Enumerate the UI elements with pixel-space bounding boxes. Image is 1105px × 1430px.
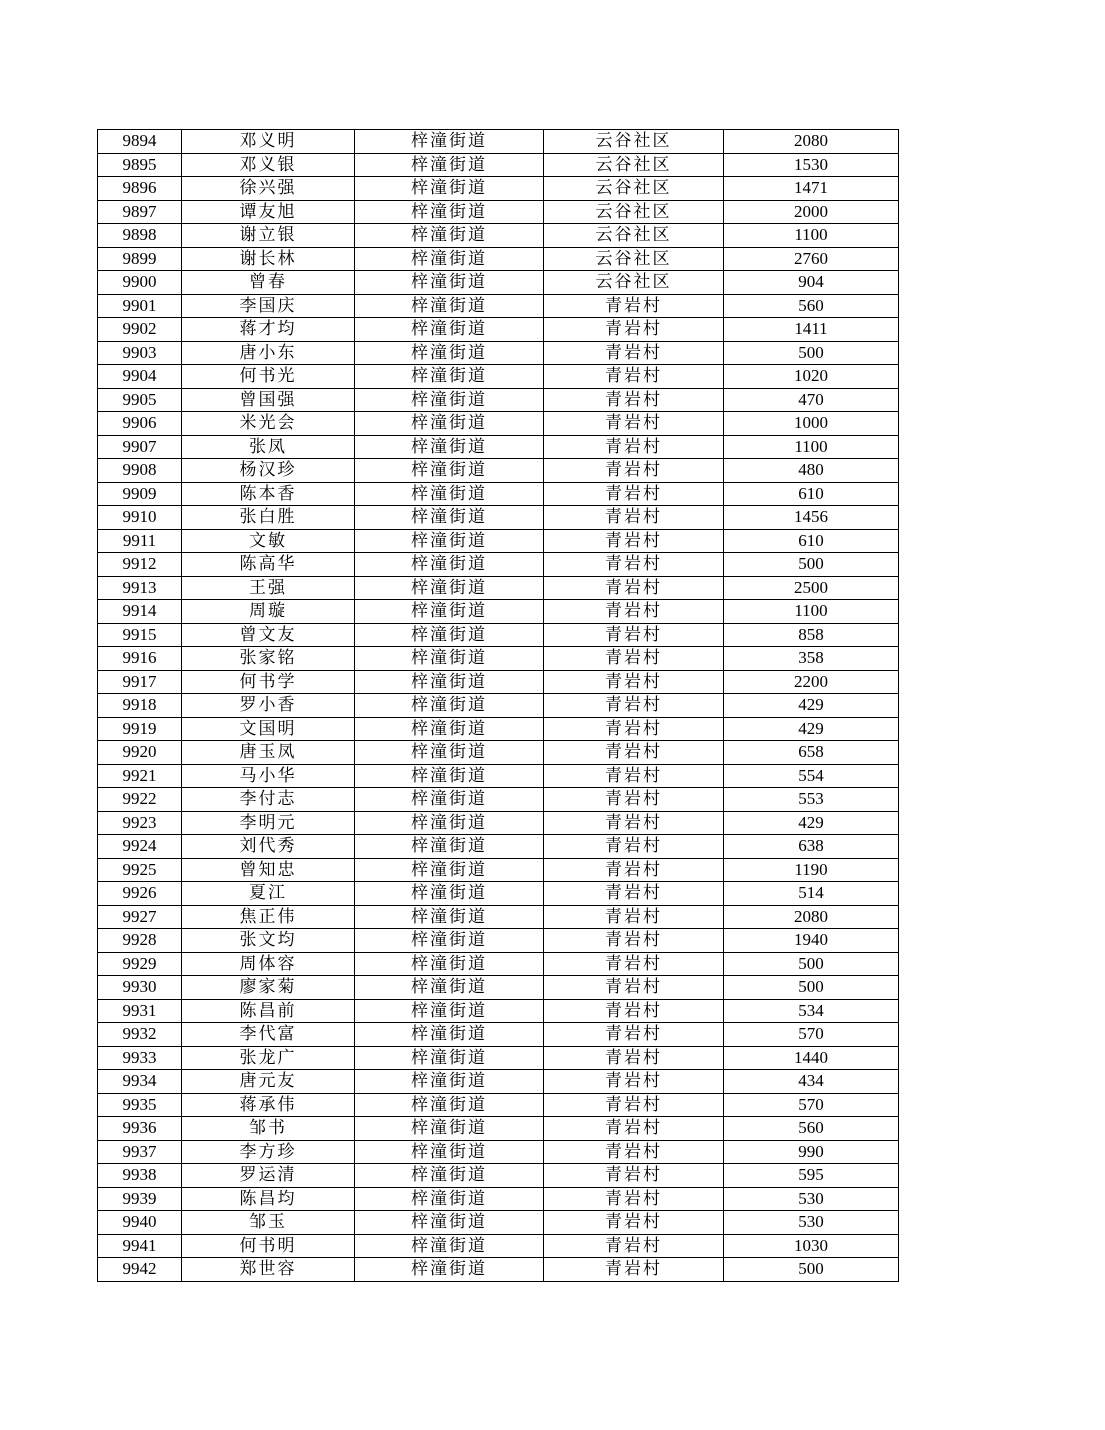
table-row xyxy=(98,529,899,553)
table-row xyxy=(98,247,899,271)
amount-value: 470 xyxy=(724,388,899,412)
amount-value: 530 xyxy=(724,1187,899,1211)
amount-value: 1100 xyxy=(724,435,899,459)
row-number: 9937 xyxy=(98,1140,182,1164)
amount-value: 610 xyxy=(724,529,899,553)
table-row xyxy=(98,1117,899,1141)
village-name: 青岩村 xyxy=(544,459,724,483)
street-name: 梓潼街道 xyxy=(355,1258,544,1282)
village-name: 青岩村 xyxy=(544,529,724,553)
street-name: 梓潼街道 xyxy=(355,365,544,389)
street-name: 梓潼街道 xyxy=(355,529,544,553)
village-name: 青岩村 xyxy=(544,600,724,624)
person-name: 谭友旭 xyxy=(182,200,355,224)
village-name: 青岩村 xyxy=(544,952,724,976)
village-name: 青岩村 xyxy=(544,388,724,412)
village-name: 青岩村 xyxy=(544,506,724,530)
village-name: 青岩村 xyxy=(544,858,724,882)
table-row xyxy=(98,365,899,389)
village-name: 青岩村 xyxy=(544,976,724,1000)
amount-value: 1100 xyxy=(724,224,899,248)
village-name: 青岩村 xyxy=(544,1234,724,1258)
person-name: 何书光 xyxy=(182,365,355,389)
amount-value: 1440 xyxy=(724,1046,899,1070)
row-number: 9942 xyxy=(98,1258,182,1282)
village-name: 云谷社区 xyxy=(544,200,724,224)
street-name: 梓潼街道 xyxy=(355,435,544,459)
street-name: 梓潼街道 xyxy=(355,318,544,342)
table-row xyxy=(98,717,899,741)
table-row xyxy=(98,318,899,342)
street-name: 梓潼街道 xyxy=(355,976,544,1000)
street-name: 梓潼街道 xyxy=(355,999,544,1023)
village-name: 青岩村 xyxy=(544,647,724,671)
person-name: 郑世容 xyxy=(182,1258,355,1282)
street-name: 梓潼街道 xyxy=(355,835,544,859)
street-name: 梓潼街道 xyxy=(355,929,544,953)
table-row xyxy=(98,764,899,788)
row-number: 9902 xyxy=(98,318,182,342)
row-number: 9928 xyxy=(98,929,182,953)
street-name: 梓潼街道 xyxy=(355,694,544,718)
table-row xyxy=(98,177,899,201)
amount-value: 1411 xyxy=(724,318,899,342)
street-name: 梓潼街道 xyxy=(355,224,544,248)
village-name: 青岩村 xyxy=(544,717,724,741)
row-number: 9908 xyxy=(98,459,182,483)
row-number: 9905 xyxy=(98,388,182,412)
amount-value: 1000 xyxy=(724,412,899,436)
amount-value: 429 xyxy=(724,717,899,741)
village-name: 青岩村 xyxy=(544,999,724,1023)
village-name: 青岩村 xyxy=(544,1070,724,1094)
person-name: 蒋才均 xyxy=(182,318,355,342)
amount-value: 990 xyxy=(724,1140,899,1164)
street-name: 梓潼街道 xyxy=(355,882,544,906)
row-number: 9912 xyxy=(98,553,182,577)
village-name: 青岩村 xyxy=(544,1211,724,1235)
person-name: 李付志 xyxy=(182,788,355,812)
person-name: 徐兴强 xyxy=(182,177,355,201)
amount-value: 638 xyxy=(724,835,899,859)
village-name: 云谷社区 xyxy=(544,224,724,248)
table-row xyxy=(98,1093,899,1117)
table-row xyxy=(98,882,899,906)
table-row xyxy=(98,553,899,577)
person-name: 张文均 xyxy=(182,929,355,953)
row-number: 9931 xyxy=(98,999,182,1023)
amount-value: 2080 xyxy=(724,130,899,154)
row-number: 9936 xyxy=(98,1117,182,1141)
person-name: 文敏 xyxy=(182,529,355,553)
street-name: 梓潼街道 xyxy=(355,412,544,436)
street-name: 梓潼街道 xyxy=(355,388,544,412)
street-name: 梓潼街道 xyxy=(355,717,544,741)
street-name: 梓潼街道 xyxy=(355,1234,544,1258)
amount-value: 480 xyxy=(724,459,899,483)
village-name: 青岩村 xyxy=(544,741,724,765)
street-name: 梓潼街道 xyxy=(355,647,544,671)
village-name: 青岩村 xyxy=(544,576,724,600)
street-name: 梓潼街道 xyxy=(355,130,544,154)
person-name: 李方珍 xyxy=(182,1140,355,1164)
amount-value: 2200 xyxy=(724,670,899,694)
amount-value: 904 xyxy=(724,271,899,295)
table-row xyxy=(98,999,899,1023)
row-number: 9901 xyxy=(98,294,182,318)
village-name: 青岩村 xyxy=(544,1023,724,1047)
village-name: 青岩村 xyxy=(544,811,724,835)
amount-value: 1020 xyxy=(724,365,899,389)
person-name: 张白胜 xyxy=(182,506,355,530)
table-row xyxy=(98,811,899,835)
table-row xyxy=(98,835,899,859)
person-name: 刘代秀 xyxy=(182,835,355,859)
street-name: 梓潼街道 xyxy=(355,177,544,201)
table-row xyxy=(98,1258,899,1282)
village-name: 青岩村 xyxy=(544,694,724,718)
amount-value: 570 xyxy=(724,1023,899,1047)
amount-value: 1456 xyxy=(724,506,899,530)
village-name: 青岩村 xyxy=(544,1140,724,1164)
row-number: 9895 xyxy=(98,153,182,177)
village-name: 青岩村 xyxy=(544,482,724,506)
street-name: 梓潼街道 xyxy=(355,271,544,295)
village-name: 青岩村 xyxy=(544,1164,724,1188)
row-number: 9941 xyxy=(98,1234,182,1258)
row-number: 9924 xyxy=(98,835,182,859)
row-number: 9932 xyxy=(98,1023,182,1047)
village-name: 云谷社区 xyxy=(544,247,724,271)
street-name: 梓潼街道 xyxy=(355,1187,544,1211)
row-number: 9929 xyxy=(98,952,182,976)
street-name: 梓潼街道 xyxy=(355,741,544,765)
village-name: 青岩村 xyxy=(544,1046,724,1070)
amount-value: 500 xyxy=(724,341,899,365)
street-name: 梓潼街道 xyxy=(355,294,544,318)
table-row xyxy=(98,600,899,624)
row-number: 9914 xyxy=(98,600,182,624)
row-number: 9920 xyxy=(98,741,182,765)
row-number: 9903 xyxy=(98,341,182,365)
person-name: 罗小香 xyxy=(182,694,355,718)
village-name: 青岩村 xyxy=(544,435,724,459)
street-name: 梓潼街道 xyxy=(355,576,544,600)
amount-value: 1030 xyxy=(724,1234,899,1258)
table-row xyxy=(98,905,899,929)
village-name: 青岩村 xyxy=(544,1093,724,1117)
street-name: 梓潼街道 xyxy=(355,600,544,624)
row-number: 9934 xyxy=(98,1070,182,1094)
row-number: 9906 xyxy=(98,412,182,436)
village-name: 青岩村 xyxy=(544,1187,724,1211)
amount-value: 500 xyxy=(724,1258,899,1282)
row-number: 9930 xyxy=(98,976,182,1000)
row-number: 9935 xyxy=(98,1093,182,1117)
person-name: 唐小东 xyxy=(182,341,355,365)
village-name: 青岩村 xyxy=(544,623,724,647)
row-number: 9926 xyxy=(98,882,182,906)
amount-value: 560 xyxy=(724,294,899,318)
table-row xyxy=(98,1046,899,1070)
amount-value: 500 xyxy=(724,553,899,577)
table-row xyxy=(98,1234,899,1258)
street-name: 梓潼街道 xyxy=(355,788,544,812)
village-name: 青岩村 xyxy=(544,1117,724,1141)
person-name: 马小华 xyxy=(182,764,355,788)
row-number: 9916 xyxy=(98,647,182,671)
street-name: 梓潼街道 xyxy=(355,764,544,788)
row-number: 9922 xyxy=(98,788,182,812)
table-row xyxy=(98,647,899,671)
street-name: 梓潼街道 xyxy=(355,1093,544,1117)
row-number: 9897 xyxy=(98,200,182,224)
village-name: 云谷社区 xyxy=(544,271,724,295)
row-number: 9938 xyxy=(98,1164,182,1188)
village-name: 青岩村 xyxy=(544,318,724,342)
village-name: 青岩村 xyxy=(544,905,724,929)
roster-table xyxy=(97,129,899,1282)
amount-value: 560 xyxy=(724,1117,899,1141)
row-number: 9896 xyxy=(98,177,182,201)
amount-value: 358 xyxy=(724,647,899,671)
amount-value: 1471 xyxy=(724,177,899,201)
table-row xyxy=(98,858,899,882)
person-name: 曾知忠 xyxy=(182,858,355,882)
amount-value: 1530 xyxy=(724,153,899,177)
street-name: 梓潼街道 xyxy=(355,482,544,506)
street-name: 梓潼街道 xyxy=(355,670,544,694)
person-name: 何书学 xyxy=(182,670,355,694)
table-row xyxy=(98,576,899,600)
row-number: 9900 xyxy=(98,271,182,295)
person-name: 陈本香 xyxy=(182,482,355,506)
table-row xyxy=(98,1211,899,1235)
amount-value: 2000 xyxy=(724,200,899,224)
village-name: 青岩村 xyxy=(544,670,724,694)
person-name: 唐玉凤 xyxy=(182,741,355,765)
street-name: 梓潼街道 xyxy=(355,200,544,224)
amount-value: 500 xyxy=(724,952,899,976)
person-name: 曾春 xyxy=(182,271,355,295)
street-name: 梓潼街道 xyxy=(355,952,544,976)
row-number: 9910 xyxy=(98,506,182,530)
table-row xyxy=(98,294,899,318)
street-name: 梓潼街道 xyxy=(355,1164,544,1188)
street-name: 梓潼街道 xyxy=(355,1023,544,1047)
person-name: 夏江 xyxy=(182,882,355,906)
person-name: 周体容 xyxy=(182,952,355,976)
table-row xyxy=(98,506,899,530)
table-row xyxy=(98,741,899,765)
street-name: 梓潼街道 xyxy=(355,1140,544,1164)
amount-value: 2080 xyxy=(724,905,899,929)
street-name: 梓潼街道 xyxy=(355,1046,544,1070)
row-number: 9907 xyxy=(98,435,182,459)
person-name: 廖家菊 xyxy=(182,976,355,1000)
amount-value: 429 xyxy=(724,694,899,718)
person-name: 邹书 xyxy=(182,1117,355,1141)
row-number: 9917 xyxy=(98,670,182,694)
street-name: 梓潼街道 xyxy=(355,247,544,271)
street-name: 梓潼街道 xyxy=(355,153,544,177)
person-name: 李明元 xyxy=(182,811,355,835)
street-name: 梓潼街道 xyxy=(355,341,544,365)
amount-value: 514 xyxy=(724,882,899,906)
person-name: 焦正伟 xyxy=(182,905,355,929)
amount-value: 1100 xyxy=(724,600,899,624)
table-row xyxy=(98,788,899,812)
village-name: 青岩村 xyxy=(544,365,724,389)
table-row xyxy=(98,435,899,459)
amount-value: 434 xyxy=(724,1070,899,1094)
person-name: 陈高华 xyxy=(182,553,355,577)
table-row xyxy=(98,412,899,436)
row-number: 9925 xyxy=(98,858,182,882)
village-name: 青岩村 xyxy=(544,553,724,577)
row-number: 9915 xyxy=(98,623,182,647)
table-row xyxy=(98,459,899,483)
street-name: 梓潼街道 xyxy=(355,1070,544,1094)
village-name: 青岩村 xyxy=(544,341,724,365)
row-number: 9898 xyxy=(98,224,182,248)
amount-value: 658 xyxy=(724,741,899,765)
village-name: 青岩村 xyxy=(544,929,724,953)
row-number: 9911 xyxy=(98,529,182,553)
street-name: 梓潼街道 xyxy=(355,811,544,835)
street-name: 梓潼街道 xyxy=(355,1211,544,1235)
table-row xyxy=(98,694,899,718)
amount-value: 1940 xyxy=(724,929,899,953)
row-number: 9894 xyxy=(98,130,182,154)
table-row xyxy=(98,1164,899,1188)
amount-value: 610 xyxy=(724,482,899,506)
person-name: 罗运清 xyxy=(182,1164,355,1188)
person-name: 周璇 xyxy=(182,600,355,624)
amount-value: 429 xyxy=(724,811,899,835)
village-name: 青岩村 xyxy=(544,764,724,788)
person-name: 张龙广 xyxy=(182,1046,355,1070)
street-name: 梓潼街道 xyxy=(355,553,544,577)
village-name: 青岩村 xyxy=(544,882,724,906)
street-name: 梓潼街道 xyxy=(355,905,544,929)
person-name: 邓义明 xyxy=(182,130,355,154)
street-name: 梓潼街道 xyxy=(355,1117,544,1141)
row-number: 9909 xyxy=(98,482,182,506)
table-row xyxy=(98,200,899,224)
person-name: 米光会 xyxy=(182,412,355,436)
table-row xyxy=(98,130,899,154)
table-row xyxy=(98,271,899,295)
amount-value: 1190 xyxy=(724,858,899,882)
person-name: 李国庆 xyxy=(182,294,355,318)
amount-value: 554 xyxy=(724,764,899,788)
street-name: 梓潼街道 xyxy=(355,506,544,530)
table-row xyxy=(98,623,899,647)
amount-value: 2760 xyxy=(724,247,899,271)
row-number: 9904 xyxy=(98,365,182,389)
person-name: 谢立银 xyxy=(182,224,355,248)
amount-value: 553 xyxy=(724,788,899,812)
person-name: 谢长林 xyxy=(182,247,355,271)
person-name: 杨汉珍 xyxy=(182,459,355,483)
row-number: 9940 xyxy=(98,1211,182,1235)
person-name: 何书明 xyxy=(182,1234,355,1258)
table-row xyxy=(98,482,899,506)
person-name: 唐元友 xyxy=(182,1070,355,1094)
village-name: 青岩村 xyxy=(544,835,724,859)
row-number: 9899 xyxy=(98,247,182,271)
table-row xyxy=(98,1070,899,1094)
table-row xyxy=(98,341,899,365)
row-number: 9919 xyxy=(98,717,182,741)
table-row xyxy=(98,1023,899,1047)
table-row xyxy=(98,1187,899,1211)
village-name: 云谷社区 xyxy=(544,177,724,201)
row-number: 9927 xyxy=(98,905,182,929)
table-row xyxy=(98,929,899,953)
person-name: 李代富 xyxy=(182,1023,355,1047)
village-name: 云谷社区 xyxy=(544,153,724,177)
person-name: 张凤 xyxy=(182,435,355,459)
person-name: 邓义银 xyxy=(182,153,355,177)
village-name: 青岩村 xyxy=(544,294,724,318)
amount-value: 595 xyxy=(724,1164,899,1188)
amount-value: 530 xyxy=(724,1211,899,1235)
person-name: 文国明 xyxy=(182,717,355,741)
row-number: 9939 xyxy=(98,1187,182,1211)
person-name: 陈昌前 xyxy=(182,999,355,1023)
person-name: 蒋承伟 xyxy=(182,1093,355,1117)
village-name: 云谷社区 xyxy=(544,130,724,154)
row-number: 9933 xyxy=(98,1046,182,1070)
street-name: 梓潼街道 xyxy=(355,459,544,483)
row-number: 9923 xyxy=(98,811,182,835)
row-number: 9921 xyxy=(98,764,182,788)
street-name: 梓潼街道 xyxy=(355,858,544,882)
table-row xyxy=(98,153,899,177)
amount-value: 500 xyxy=(724,976,899,1000)
amount-value: 2500 xyxy=(724,576,899,600)
table-row xyxy=(98,670,899,694)
row-number: 9918 xyxy=(98,694,182,718)
amount-value: 570 xyxy=(724,1093,899,1117)
table-row xyxy=(98,1140,899,1164)
table-row xyxy=(98,976,899,1000)
person-name: 曾国强 xyxy=(182,388,355,412)
amount-value: 858 xyxy=(724,623,899,647)
person-name: 张家铭 xyxy=(182,647,355,671)
roster-table-body xyxy=(98,130,899,1282)
village-name: 青岩村 xyxy=(544,788,724,812)
person-name: 陈昌均 xyxy=(182,1187,355,1211)
table-row xyxy=(98,952,899,976)
amount-value: 534 xyxy=(724,999,899,1023)
person-name: 王强 xyxy=(182,576,355,600)
row-number: 9913 xyxy=(98,576,182,600)
street-name: 梓潼街道 xyxy=(355,623,544,647)
village-name: 青岩村 xyxy=(544,412,724,436)
table-row xyxy=(98,224,899,248)
person-name: 邹玉 xyxy=(182,1211,355,1235)
village-name: 青岩村 xyxy=(544,1258,724,1282)
table-row xyxy=(98,388,899,412)
person-name: 曾文友 xyxy=(182,623,355,647)
